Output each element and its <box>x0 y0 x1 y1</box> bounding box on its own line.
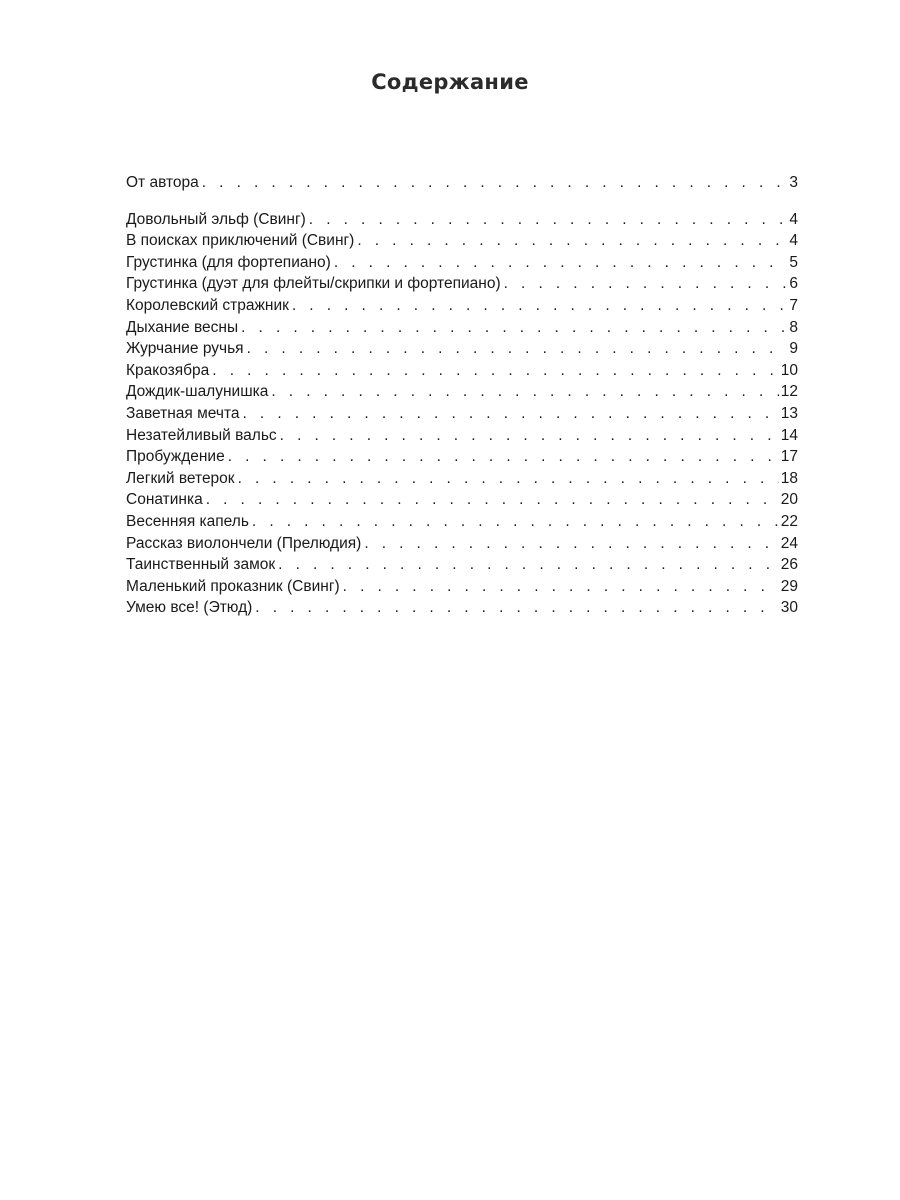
dot-leader <box>364 533 778 555</box>
dot-leader <box>228 446 779 468</box>
dot-leader <box>202 172 788 194</box>
toc-entry-title: Рассказ виолончели (Прелюдия) <box>126 534 362 552</box>
dot-leader <box>334 252 788 274</box>
table-of-contents <box>126 172 798 619</box>
page-title: Содержание <box>371 70 529 94</box>
toc-entry-title: Дождик-шалунишка <box>126 383 269 401</box>
toc-entry <box>126 172 798 194</box>
toc-entry <box>126 381 798 403</box>
toc-entry-title: Кракозябра <box>126 361 210 379</box>
dot-leader <box>255 597 778 619</box>
toc-entry <box>126 403 798 425</box>
toc-entry <box>126 317 798 339</box>
toc-entry <box>126 468 798 490</box>
toc-entry-title: Заветная мечта <box>126 404 240 422</box>
dot-leader <box>357 230 787 252</box>
toc-entry-page-number: 3 <box>789 174 798 191</box>
dot-leader <box>243 403 779 425</box>
toc-entry-title: Пробуждение <box>126 448 225 466</box>
toc-entry-page-number: 13 <box>780 404 798 422</box>
toc-entry <box>126 209 798 231</box>
toc-entry <box>126 576 798 598</box>
toc-entry-page-number: 6 <box>789 275 798 293</box>
toc-entry-page-number: 29 <box>780 577 798 595</box>
toc-entry <box>126 554 798 576</box>
toc-entry-page-number: 12 <box>780 383 798 401</box>
toc-entry <box>126 597 798 619</box>
dot-leader <box>343 576 779 598</box>
toc-entry <box>126 425 798 447</box>
toc-entry <box>126 230 798 252</box>
dot-leader <box>280 425 779 447</box>
dot-leader <box>252 511 779 533</box>
dot-leader <box>278 554 779 576</box>
toc-entry <box>126 252 798 274</box>
toc-entry-title: Грустинка (дуэт для флейты/скрипки и фортепиано) <box>126 275 501 293</box>
toc-entry-page-number: 17 <box>780 448 798 466</box>
dot-leader <box>292 295 787 317</box>
toc-entry <box>126 533 798 555</box>
toc-entry-title: Весенняя капель <box>126 512 249 530</box>
toc-entry-title: Незатейливый вальс <box>126 426 277 444</box>
toc-entry <box>126 273 798 295</box>
toc-entry-title: Дыхание весны <box>126 318 239 336</box>
dot-leader <box>309 209 788 231</box>
toc-entry-title: Довольный эльф (Свинг) <box>126 210 306 228</box>
toc-entry-title: Легкий ветерок <box>126 469 235 487</box>
toc-entry-page-number: 22 <box>780 512 798 530</box>
dot-leader <box>271 381 778 403</box>
toc-entry-page-number: 9 <box>789 340 798 358</box>
toc-entry-title: Сонатинка <box>126 491 203 509</box>
toc-entry-title: Маленький проказник (Свинг) <box>126 577 340 595</box>
toc-entry-title: Королевский стражник <box>126 296 289 314</box>
toc-entry-page-number: 7 <box>789 296 798 314</box>
toc-entry-title: В поисках приключений (Свинг) <box>126 232 355 250</box>
dot-leader <box>247 338 788 360</box>
dot-leader <box>206 489 779 511</box>
toc-entry-page-number: 24 <box>780 534 798 552</box>
toc-entry-title: Таинственный замок <box>126 556 276 574</box>
toc-entry-page-number: 4 <box>789 210 798 228</box>
dot-leader <box>212 360 778 382</box>
toc-entry <box>126 446 798 468</box>
dot-leader <box>241 317 787 339</box>
toc-entry-page-number: 14 <box>780 426 798 444</box>
dot-leader <box>238 468 779 490</box>
toc-entry-page-number: 30 <box>780 599 798 617</box>
dot-leader <box>504 273 788 295</box>
toc-entry-page-number: 8 <box>789 318 798 336</box>
toc-entry <box>126 511 798 533</box>
toc-entry-title: От автора <box>126 174 199 191</box>
toc-entry <box>126 360 798 382</box>
toc-entry <box>126 295 798 317</box>
toc-entry-page-number: 10 <box>780 361 798 379</box>
toc-entry-page-number: 18 <box>780 469 798 487</box>
toc-entry-title: Грустинка (для фортепиано) <box>126 253 331 271</box>
toc-entry-page-number: 5 <box>789 253 798 271</box>
toc-entry <box>126 489 798 511</box>
toc-entry-page-number: 4 <box>789 232 798 250</box>
toc-entry-page-number: 26 <box>780 556 798 574</box>
toc-entry-title: Журчание ручья <box>126 340 244 358</box>
toc-entry <box>126 338 798 360</box>
toc-entry-title: Умею все! (Этюд) <box>126 599 253 617</box>
toc-entry-page-number: 20 <box>780 491 798 509</box>
